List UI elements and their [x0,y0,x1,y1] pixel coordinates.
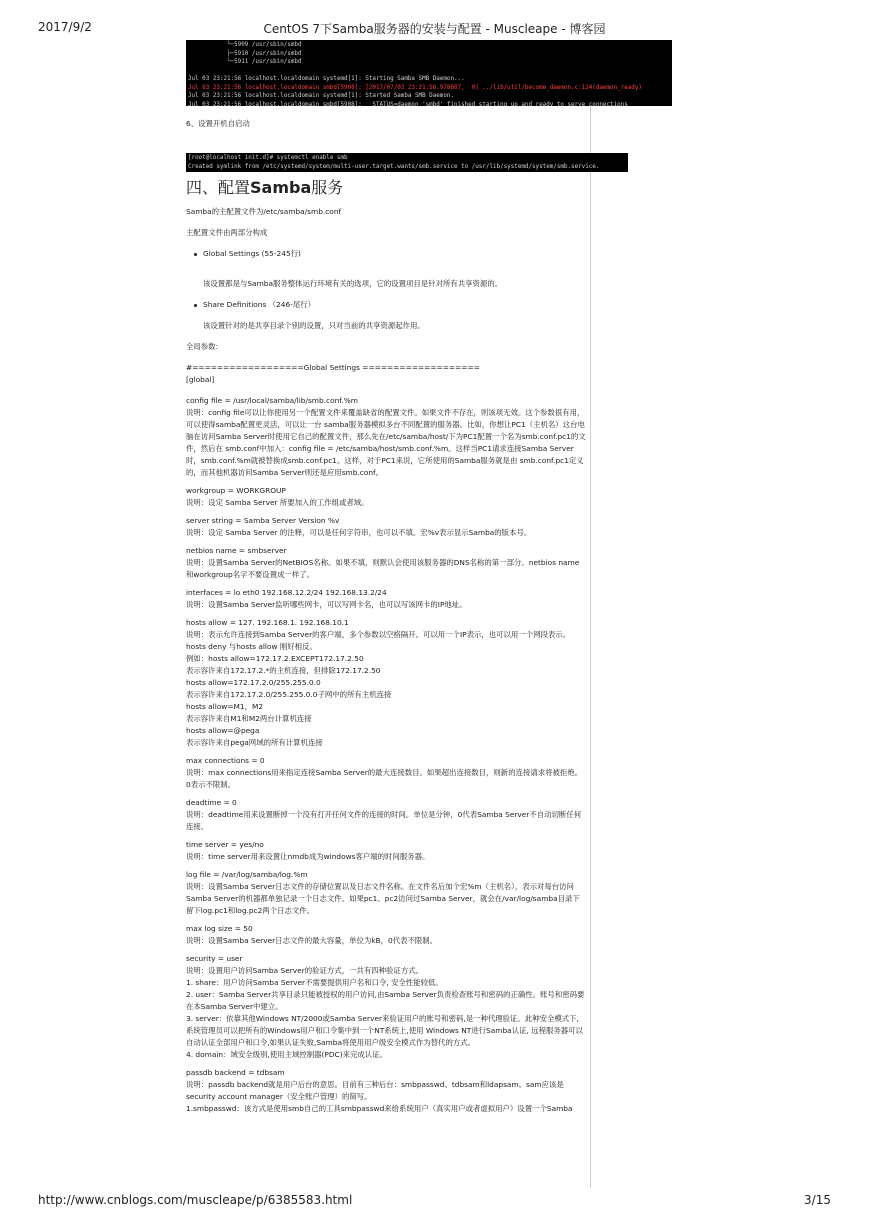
config-line: log file = /var/log/samba/log.%m [186,870,308,879]
config-parameter-block [186,515,586,539]
global-params-label: 全局参数: [186,342,219,351]
config-parts-intro: 主配置文件由两部分构成 [186,228,268,237]
config-parameter-block [186,755,586,791]
config-line: netbios name = smbserver [186,546,287,555]
terminal-output-enable-smb: [root@localhost init.d]# systemctl enable smb Created symlink from /etc/systemd/system/multi-user.target.wants/smb.service to /usr/lib/systemd/system/smb.service. [186,153,628,172]
global-section-tag: [global] [186,375,215,384]
config-description: 说明：设置Samba Server日志文件的存储位置以及日志文件名称。在文件名后加个宏%m（主机名），表示对每台访问Samba Server的机器都单独记录一个日志文件。如果pc1、pc2访问过Samba Server，就会在/var/log/samba目录下留下log.pc1和log.pc2两个日志文件。 [186,882,580,915]
bullet-global-settings: Global Settings (55-245行) [186,248,586,260]
config-line: 表示容许来自172.17.2.0/255.255.0.0子网中的所有主机连接 [186,690,392,699]
config-description: 说明：设定 Samba Server 的注释，可以是任何字符串，也可以不填。宏%v表示显示Samba的版本号。 [186,528,532,537]
config-line: max log size = 50 [186,924,253,933]
config-parameter-block [186,485,586,509]
terminal-output-smbd-status: └─5909 /usr/sbin/smbd ├─5910 /usr/sbin/smbd └─5911 /usr/sbin/smbd Jul 03 23:21:56 localhost.localdomain systemd[1]: Starting Samba SMB Daemon... Jul 03 23:21:56 localhost.localdomain smbd[5908]: [2017/07/03 23:21:56.978607, 0] ../lib/util/become_daemon.c:124(daemon_ready) Jul 03 23:21:56 localhost.localdomain systemd[1]: Started Samba SMB Daemon. Jul 03 23:21:56 localhost.localdomain smbd[5908]: STATUS=daemon 'smbd' finished starting up and ready to serve connections [186,40,672,106]
config-description: 说明：passdb backend就是用户后台的意思。目前有三种后台：smbpasswd、tdbsam和ldapsam。sam应该是security account manager（安全账户管理）的简写。 [186,1080,564,1101]
config-line: passdb backend = tdbsam [186,1068,285,1077]
article-body [186,40,642,1121]
config-description: 4. domain：域安全级别,使用主域控制器(PDC)来完成认证。 [186,1050,387,1059]
config-parameter-block [186,797,586,833]
config-parameter-block [186,545,586,581]
print-date: 2017/9/2 [38,20,92,34]
config-line: 说明：表示允许连接到Samba Server的客户端，多个参数以空格隔开。可以用一个IP表示，也可以用一个网段表示。 [186,630,571,639]
config-description: 2. user：Samba Server共享目录只能被授权的用户访问,由Samba Server负责检查账号和密码的正确性。账号和密码要在本Samba Server中建立。 [186,990,585,1011]
config-description: 说明：time server用来设置让nmdb成为windows客户端的时间服务器。 [186,852,430,861]
config-description: 说明：设置Samba Server的NetBIOS名称。如果不填，则默认会使用该服务器的DNS名称的第一部分。netbios name和workgroup名字不要设置成一样了。 [186,558,580,579]
config-parameter-block [186,1067,586,1115]
config-line: 1. share：用户访问Samba Server不需要提供用户名和口令, 安全性能较低。 [186,978,443,987]
config-line: deadtime = 0 [186,798,237,807]
config-line: interfaces = lo eth0 192.168.12.2/24 192.168.13.2/24 [186,588,387,597]
bullet-share-definitions: Share Definitions （246-尾行） [186,299,586,311]
global-settings-banner: #==================Global Settings =================== [186,363,480,372]
config-description: 说明：设定 Samba Server 所要加入的工作组或者域。 [186,498,369,507]
config-description: 1.smbpasswd：该方式是使用smb自己的工具smbpasswd来给系统用户（真实用户或者虚拟用户）设置一个Samba [186,1104,573,1113]
share-definitions-desc: 该设置针对的是共享目录个别的设置，只对当前的共享资源起作用。 [203,321,425,330]
config-parameter-block [186,617,586,749]
config-description: 3. server：依靠其他Windows NT/2000或Samba Server来验证用户的账号和密码,是一种代理验证。此种安全模式下,系统管理员可以把所有的Windows用户和口令集中到一个NT系统上,使用 Windows NT进行Samba认证, 远程服务器可以自动认证全部用户和口令,如果认证失败,Samba将使用用户级安全模式作为替代的方式。 [186,1014,583,1047]
config-line: server string = Samba Server Version %v [186,516,340,525]
config-parameter-block [186,869,586,917]
config-description: 说明：max connections用来指定连接Samba Server的最大连接数目。如果超出连接数目，则新的连接请求将被拒绝。0表示不限制。 [186,768,583,789]
config-line: workgroup = WORKGROUP [186,486,286,495]
config-parameter-block [186,923,586,947]
config-description: 说明：deadtime用来设置断掉一个没有打开任何文件的连接的时间。单位是分钟，0代表Samba Server不自动切断任何连接。 [186,810,582,831]
content-divider [590,40,591,1188]
config-line: hosts allow=@pega [186,726,260,735]
config-line: hosts allow = 127. 192.168.1. 192.168.10.1 [186,618,349,627]
page-url: http://www.cnblogs.com/muscleape/p/6385583.html [38,1193,353,1207]
config-line: hosts allow=172.17.2.0/255.255.0.0 [186,678,321,687]
global-settings-desc: 该设置都是与Samba服务整体运行环境有关的选项，它的设置项目是针对所有共享资源的。 [203,279,503,288]
config-parameter-block [186,839,586,863]
config-parameter-block [186,587,586,611]
config-line: 例如：hosts allow=172.17.2.EXCEPT172.17.2.50 [186,654,364,663]
print-header [0,20,869,36]
step-6-heading: 6、设置开机自启动 [186,119,250,128]
config-line: security = user [186,954,243,963]
config-line: max connections = 0 [186,756,265,765]
config-line: 说明：设置用户访问Samba Server的验证方式，一共有四种验证方式。 [186,966,423,975]
config-line: 表示容许来自M1和M2两台计算机连接 [186,714,312,723]
config-parameter-list [186,395,586,1115]
config-description: 说明：设置Samba Server监听哪些网卡，可以写网卡名，也可以写该网卡的IP地址。 [186,600,467,609]
section-heading: 四、配置Samba服务 [186,178,344,197]
config-parameter-block [186,953,586,1061]
config-description: 说明：config file可以让你使用另一个配置文件来覆盖缺省的配置文件。如果文件不存在，则该项无效。这个参数很有用，可以使得samba配置更灵活，可以让一台 samba服务器模拟多台不同配置的服务器。比如，你想让PC1（主机名）这台电脑在访问Samba Server时使用它自己的配置文件，那么先在/etc/samba/host/下为PC1配置一个名为smb.conf.pc1的文件，然后在 smb.conf中加入：config file = /etc/samba/host/smb.conf.%m。这样当PC1请求连接Samba Server时，smb.conf.%m就被替换成smb.conf.pc1。这样，对于PC1来说，它所使用的Samba服务就是由 smb.conf.pc1定义的，而其他机器访问Samba Server则还是应用smb.conf。 [186,408,586,477]
config-line: hosts deny 与hosts allow 刚好相反。 [186,642,317,651]
config-file-path: Samba的主配置文件为/etc/samba/smb.conf [186,207,342,216]
config-parameter-block [186,395,586,479]
print-footer [0,1193,869,1209]
page-title: CentOS 7下Samba服务器的安装与配置 - Muscleape - 博客园 [263,22,606,36]
config-line: hosts allow=M1，M2 [186,702,264,711]
config-line: time server = yes/no [186,840,264,849]
config-line: config file = /usr/local/samba/lib/smb.conf.%m [186,396,358,405]
config-line: 表示容许来自172.17.2.*的主机连接，但排除172.17.2.50 [186,666,381,675]
page-number: 3/15 [804,1193,831,1207]
config-line: 表示容许来自pega网域的所有计算机连接 [186,738,323,747]
config-description: 说明：设置Samba Server日志文件的最大容量，单位为kB，0代表不限制。 [186,936,438,945]
